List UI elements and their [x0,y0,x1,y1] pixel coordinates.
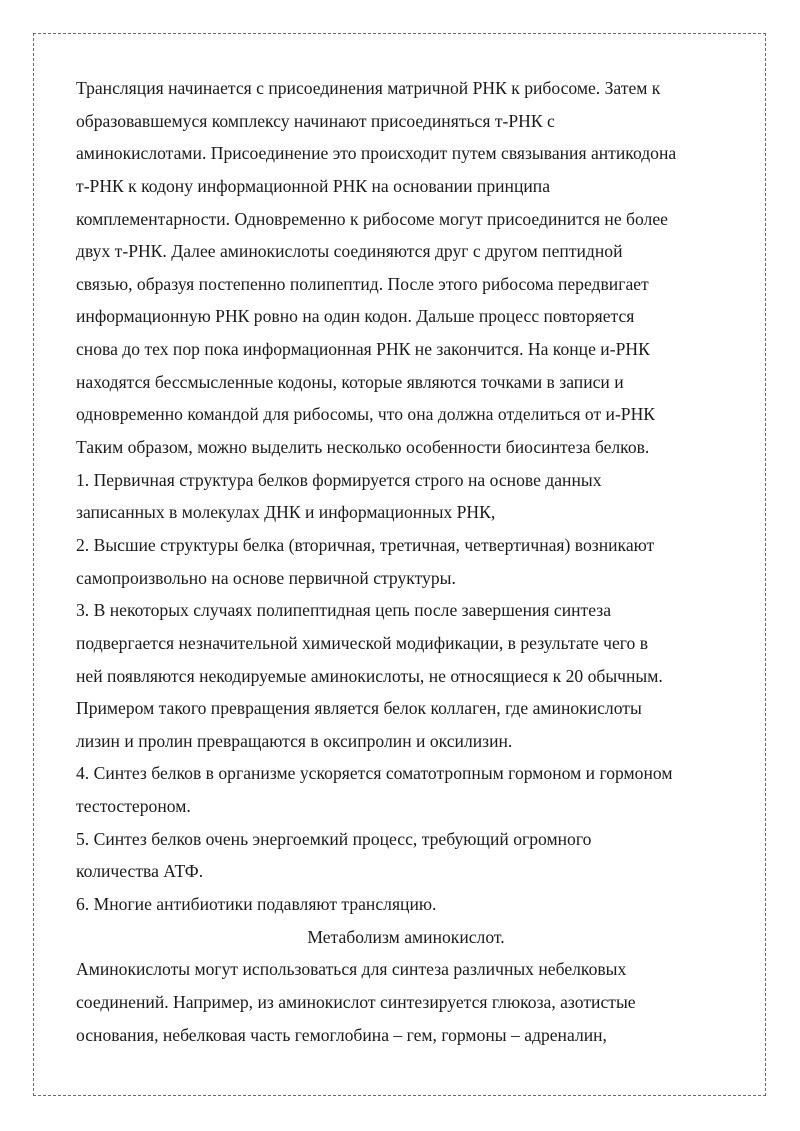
text-line: Таким образом, можно выделить несколько особенности биосинтеза белков. [76,437,650,458]
text-line: записанных в молекулах ДНК и информационных РНК, [76,502,496,523]
text-line: аминокислотами. Присоединение это происходит путем связывания антикодона [76,143,677,164]
text-line: образовавшемуся комплексу начинают присоединяться т-РНК с [76,110,555,131]
text-line: количества АТФ. [76,861,204,882]
text-line: ней появляются некодируемые аминокислоты, не относящиеся к 20 обычным. [76,665,663,686]
text-line: самопроизвольно на основе первичной структуры. [76,567,456,588]
text-line: Примером такого превращения является белок коллаген, где аминокислоты [76,698,642,719]
list-item-1: 1. Первичная структура белков формируется строго на основе данных [76,469,602,490]
section-heading: Метаболизм аминокислот. [307,926,505,947]
text-line: тестостероном. [76,796,191,817]
text-line: т-РНК к кодону информационной РНК на основании принципа [76,175,550,196]
text-line: Аминокислоты могут использоваться для синтеза различных небелковых [76,959,627,980]
text-line: находятся бессмысленные кодоны, которые являются точками в записи и [76,371,624,392]
text-line: одновременно командой для рибосомы, что она должна отделиться от и-РНК [76,404,656,425]
text-line: двух т-РНК. Далее аминокислоты соединяются друг с другом пептидной [76,241,623,262]
text-line: лизин и пролин превращаются в оксипролин и оксилизин. [76,730,513,751]
text-line: информационную РНК ровно на один кодон. Дальше процесс повторяется [76,306,635,327]
list-item-2: 2. Высшие структуры белка (вторичная, третичная, четвертичная) возникают [76,534,655,555]
text-line: снова до тех пор пока информационная РНК не закончится. На конце и-РНК [76,339,650,360]
document-body [76,72,736,1051]
text-line: связью, образуя постепенно полипептид. После этого рибосома передвигает [76,273,649,294]
text-line: комплементарности. Одновременно к рибосоме могут присоединится не более [76,208,668,229]
list-item-3: 3. В некоторых случаях полипептидная цепь после завершения синтеза [76,600,612,621]
text-line: соединений. Например, из аминокислот синтезируется глюкоза, азотистые [76,991,636,1012]
list-item-4: 4. Синтез белков в организме ускоряется соматотропным гормоном и гормоном [76,763,673,784]
list-item-6: 6. Многие антибиотики подавляют трансляцию. [76,894,437,915]
text-line: Трансляция начинается с присоединения матричной РНК к рибосоме. Затем к [76,78,661,98]
list-item-5: 5. Синтез белков очень энергоемкий процесс, требующий огромного [76,828,592,849]
text-line: подвергается незначительной химической модификации, в результате чего в [76,632,649,653]
text-line: основания, небелковая часть гемоглобина – гем, гормоны – адреналин, [76,1024,607,1045]
